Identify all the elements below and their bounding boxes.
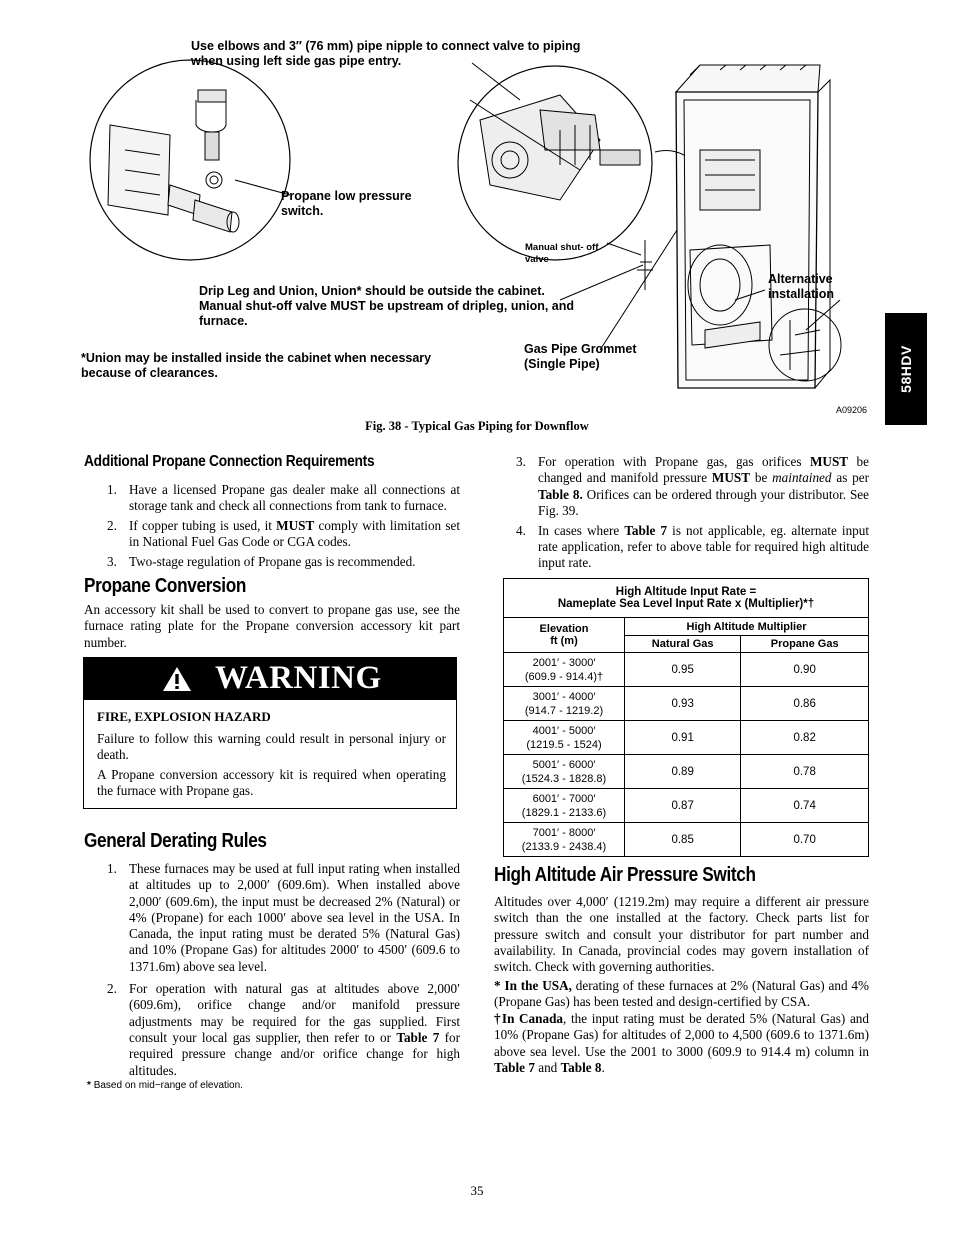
side-tab [885,313,927,425]
list-item: 2. If copper tubing is used, it MUST comply with limitation set in National Fuel Gas Code or CGA codes. [107,518,460,550]
table-row: 5001′ - 6000′ (1524.3 - 1828.8) 0.89 0.78 [504,755,869,789]
high-altitude-switch-heading: High Altitude Air Pressure Switch [494,864,756,886]
list-item: 1. These furnaces may be used at full input rating when installed at altitudes up to 2,000′ (609.6m). When installed above 2,000′ (609.6m), the input must be decreased 2% (Natural) or 4% (Propane) for each 1000′ above sea level in the USA. In Canada, the input rating must be derated 5% (Natural Gas) and 10% (Propane Gas) for altitudes 2000′ to 4500′ (609.6 to 1371.6m) above sea level. [107,861,460,974]
high-altitude-switch-text: Altitudes over 4,000′ (1219.2m) may require a different air pressure switch than the one installed at the factory. Check parts list for pressure switch and consult your distributor for part number and availability. In Canada, provincial codes may govern installation of switch. Check with governing authorities. [494,894,869,975]
callout-elbows: Use elbows and 3″ (76 mm) pipe nipple to connect valve to piping when using left side gas pipe entry. [191,39,581,68]
warning-hazard: FIRE, EXPLOSION HAZARD [97,709,271,724]
figure-caption: Fig. 38 - Typical Gas Piping for Downflow [365,419,589,433]
warning-text-2: A Propane conversion accessory kit is required when operating the furnace with Propane gas. [97,767,446,799]
page-number: 35 [470,1183,484,1198]
propane-conversion-text: An accessory kit shall be used to convert to propane gas use, see the furnace rating plate for the Propane conversion accessory kit part number. [84,602,460,650]
callout-drip-leg: Drip Leg and Union, Union* should be outside the cabinet. Manual shut-off valve MUST be upstream of dripleg, union, and furnace. [199,284,575,328]
warning-header [84,658,456,700]
additional-propane-heading: Additional Propane Connection Requirements [84,453,375,470]
list-item: 1. Have a licensed Propane gas dealer make all connections at storage tank and check all connections from tank to furnace. [107,482,460,514]
table-row: 4001′ - 5000′ (1219.5 - 1524) 0.91 0.82 [504,721,869,755]
table-title: High Altitude Input Rate = Nameplate Sea Level Input Rate x (Multiplier)*† [504,579,869,618]
figure-id: A09206 [836,405,868,415]
warning-title: WARNING [215,660,382,696]
propane-conversion-heading: Propane Conversion [84,575,247,597]
callout-union: *Union may be installed inside the cabinet when necessary because of clearances. [81,351,432,380]
altitude-table [503,578,869,857]
warning-box [83,657,457,809]
list-item: 3. Two-stage regulation of Propane gas is recommended. [107,554,416,570]
general-derating-heading: General Derating Rules [84,830,267,852]
warning-text-1: Failure to follow this warning could result in personal injury or death. [97,731,446,763]
column-header-natural: Natural Gas [625,636,741,653]
side-tab-label: 58HDV [898,345,914,393]
furnace-cabinet [676,65,820,92]
list-item: 4. In cases where Table 7 is not applicable, eg. alternate input rate application, refer to above table for required high altitude input rate. [516,522,870,571]
callout-alternative-installation: Alternative installation [768,272,834,301]
column-header-elevation: Elevation ft (m) [504,618,625,653]
derating-list [107,861,460,1082]
list-item: 3. For operation with Propane gas, gas orifices MUST be changed and manifold pressure MUST be maintained as per Table 8. Orifices can be ordered through your distributor. See Fig. 39. [516,454,870,518]
table-row: 2001′ - 3000′ (609.9 - 914.4)† 0.95 0.90 [504,653,869,687]
usa-note: * In the USA, derating of these furnaces at 2% (Natural Gas) and 4% (Propane Gas) has been tested and design-certified by CSA. [494,978,869,1010]
table-row: 6001′ - 7000′ (1829.1 - 2133.6) 0.87 0.74 [504,789,869,823]
warning-triangle-icon [162,666,192,692]
table-row: 3001′ - 4000′ (914.7 - 1219.2) 0.93 0.86 [504,687,869,721]
list-item: 2. For operation with natural gas at altitudes above 2,000′ (609.6m), orifice change and/or manifold pressure adjustments may be required for the gas supplied. First consult your local gas supplier, then refer to or Table 7 for required pressure change and/or orifice change for high altitudes. [107,981,460,1078]
callout-manual-shutoff: Manual shut- off valve [525,242,599,265]
callout-propane-switch: Propane low pressure switch. [281,189,412,218]
footnote: * Based on mid−range of elevation. [87,1080,243,1091]
right-list [516,454,869,575]
column-header-propane: Propane Gas [741,636,869,653]
column-header-multiplier: High Altitude Multiplier [625,618,869,636]
callout-gas-pipe-grommet: Gas Pipe Grommet (Single Pipe) [524,342,637,371]
canada-note: †In Canada, the input rating must be derated 5% (Natural Gas) and 10% (Propane Gas) for altitudes of 2,000 to 4,500 (609.6 to 1371.6m) above sea level. Use the 2001 to 3000 (609.9 to 914.4 m) column in Table 7 and Table 8. [494,1011,869,1075]
additional-propane-list [107,482,460,574]
table-row: 7001′ - 8000′ (2133.9 - 2438.4) 0.85 0.70 [504,823,869,857]
